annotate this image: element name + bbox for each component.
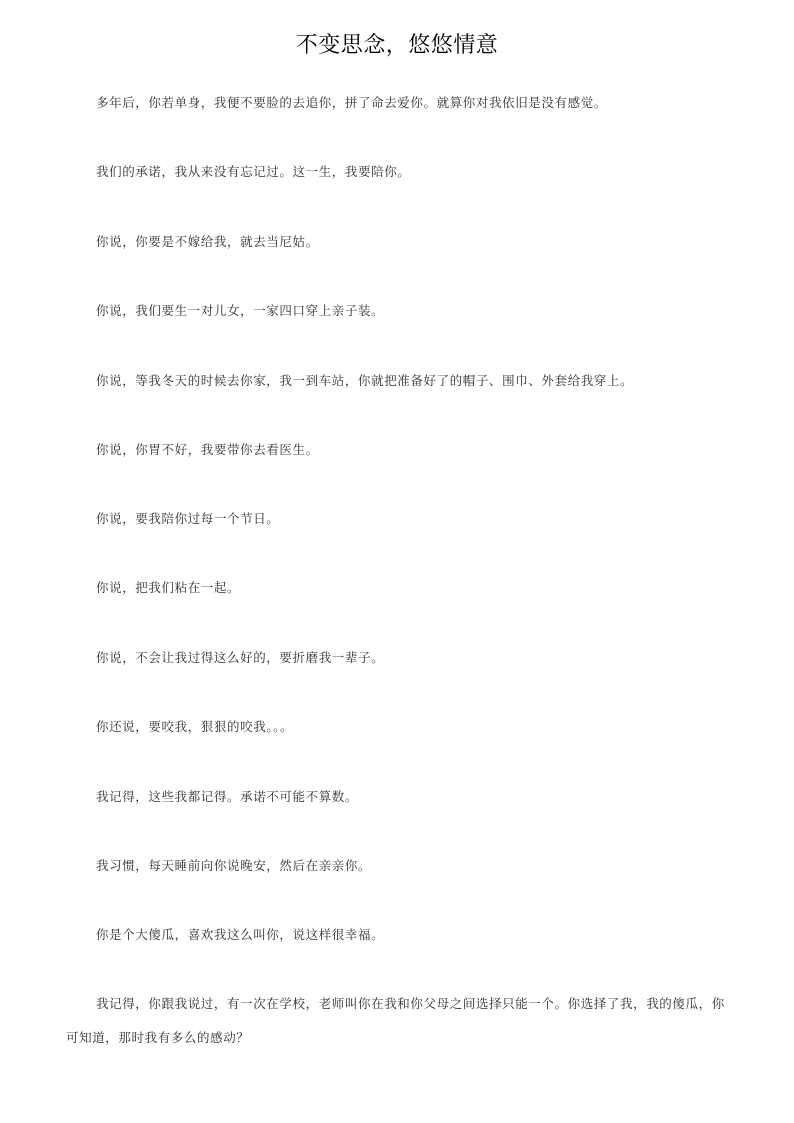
paragraph-5: 你说，等我冬天的时候去你家，我一到车站，你就把准备好了的帽子、围巾、外套给我穿上。: [96, 373, 634, 388]
paragraph-12: 我习惯，每天睡前向你说晚安，然后在亲亲你。: [96, 858, 372, 873]
paragraph-3: 你说，你要是不嫁给我，就去当尼姑。: [96, 234, 319, 249]
paragraph-2: 我们的承诺，我从来没有忘记过。这一生，我要陪你。: [96, 164, 411, 179]
paragraph-7: 你说，要我陪你过每一个节日。: [96, 511, 280, 526]
paragraph-6: 你说，你胃不好，我要带你去看医生。: [96, 442, 319, 457]
paragraph-4: 你说，我们要生一对儿女，一家四口穿上亲子装。: [96, 303, 385, 318]
paragraph-10: 你还说，要咬我，狠狠的咬我。。。: [96, 719, 294, 734]
paragraph-1: 多年后，你若单身，我便不要脸的去追你，拼了命去爱你。就算你对我依旧是没有感觉。: [96, 95, 607, 110]
paragraph-11: 我记得，这些我都记得。承诺不可能不算数。: [96, 789, 359, 804]
document-title: 不变思念，悠悠情意: [295, 33, 499, 58]
paragraph-14: 我记得，你跟我说过，有一次在学校，老师叫你在我和你父母之间选择只能一个。你选择了我，我的傻瓜，你可知道，那时我有多么的感动？: [66, 996, 725, 1045]
paragraph-9: 你说，不会让我过得这么好的，要折磨我一辈子。: [96, 650, 385, 665]
paragraph-13: 你是个大傻瓜，喜欢我这么叫你，说这样很幸福。: [96, 927, 385, 942]
paragraph-8: 你说，把我们粘在一起。: [96, 580, 241, 595]
